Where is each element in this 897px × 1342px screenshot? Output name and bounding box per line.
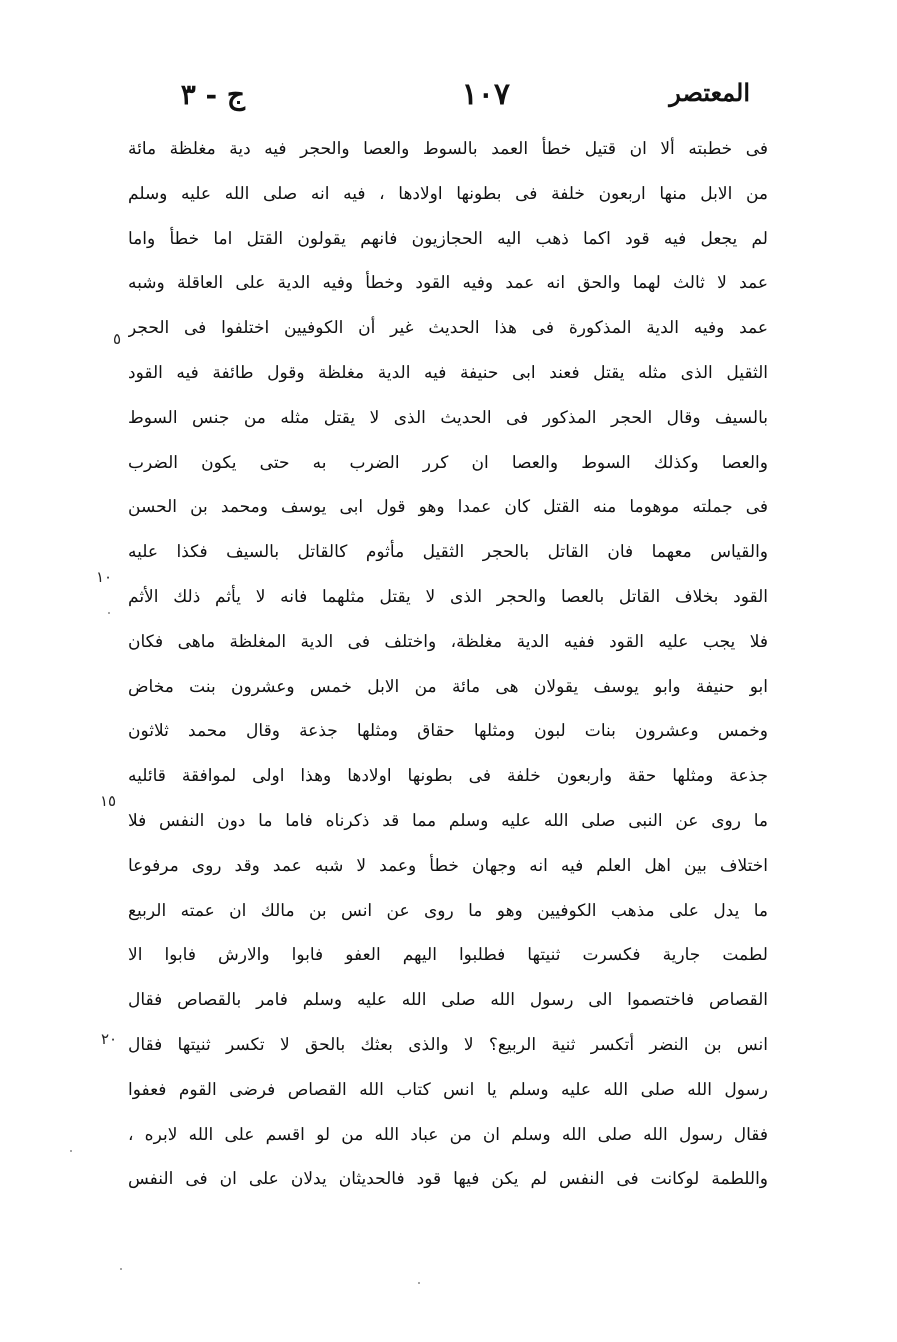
text-line: ما روى عن النبى صلى الله عليه وسلم مما قد ذكرناه فاما ما دون النفس فلا [128,810,768,831]
text-line: فى خطبته ألا ان قتيل خطأ العمد بالسوط والعصا والحجر فيه دية مغلظة مائة [128,139,768,159]
text-line: واللطمة لوكانت فى النفس لم يكن فيها قود فالحديثان يدلان على ان فى النفس [128,1169,768,1190]
book-title: المعتصر [669,78,750,107]
text-line: ابو حنيفة وابو يوسف يقولان هى مائة من الابل خمس وعشرون بنت مخاض [128,676,768,697]
text-line: بالسيف وقال الحجر المذكور فى الحديث الذى لا يقتل مثله من جنس السوط [128,407,768,428]
text-line: فلا يجب عليه القود ففيه الدية مغلظة، واختلف فى الدية المغلظة ماهى فكان [128,631,768,652]
page-number: ١٠٧ [461,77,510,112]
page-header [150,78,750,118]
scan-speck [108,612,110,614]
text-line: فى جملته موهوما منه القتل كان عمدا وهو قول ابى يوسف ومحمد بن الحسن [128,497,768,518]
text-line: جذعة ومثلها حقة واربعون خلفة فى بطونها اولادها وهذا اولى لموافقة قائليه [128,766,768,787]
text-line: لطمت جارية فكسرت ثنيتها فطلبوا اليهم العفو فابوا والارش فابوا الا [128,945,768,966]
line-number-10: ١٠ [96,568,113,586]
text-line: انس بن النضر أتكسر ثنية الربيع؟ لا والذى بعثك بالحق لا تكسر ثنيتها فقال [128,1034,768,1055]
text-line: رسول الله صلى الله عليه وسلم يا انس كتاب الله القصاص فرضى القوم فعفوا [128,1079,768,1100]
text-line: عمد وفيه الدية المذكورة فى هذا الحديث غير أن الكوفيين اختلفوا فى الحجر [128,318,768,339]
text-line: فقال رسول الله صلى الله وسلم ان من عباد الله من لو اقسم على الله لابره ، [128,1124,768,1145]
line-number-5: ٥ [113,330,122,348]
text-line: والعصا وكذلك السوط والعصا ان كرر الضرب به حتى يكون الضرب [128,452,768,473]
text-line: ما يدل على مذهب الكوفيين وهو ما روى عن انس بن مالك ان عمته الربيع [128,900,768,921]
page-body [128,127,768,1202]
line-number-15: ١٥ [100,792,117,810]
scan-speck [120,1268,122,1270]
scan-speck [418,1282,420,1284]
scan-speck [70,1150,72,1152]
text-line: وخمس وعشرون بنات لبون ومثلها حقاق ومثلها جذعة وقال محمد ثلاثون [128,721,768,742]
text-line: القود بخلاف القاتل بالعصا والحجر الذى لا يقتل مثلهما فانه لا يأثم ذلك الأثم [128,586,768,607]
text-line: عمد لا ثالث لهما والحق انه عمد وفيه القود وخطأ وفيه الدية على العاقلة وشبه [128,273,768,294]
text-line: لم يجعل فيه قود اكما ذهب اليه الحجازيون فانهم يقولون القتل اما خطأ واما [128,228,768,249]
text-line: اختلاف بين اهل العلم فيه انه وجهان خطأ وعمد لا شبه عمد وقد روى مرفوعا [128,855,768,876]
volume-label: ج - ٣ [180,78,245,111]
text-line: من الابل منها اربعون خلفة فى بطونها اولادها ، فيه انه صلى الله عليه وسلم [128,183,768,204]
line-number-20: ٢٠ [101,1030,118,1048]
text-line: الثقيل الذى مثله يقتل فعند ابى حنيفة فيه الدية مغلظة وقول طائفة فيه القود [128,362,768,383]
text-line: القصاص فاختصموا الى رسول الله صلى الله عليه وسلم فامر بالقصاص فقال [128,990,768,1011]
text-line: والقياس معهما فان القاتل بالحجر الثقيل مأثوم كالقاتل بالسيف فكذا عليه [128,542,768,563]
